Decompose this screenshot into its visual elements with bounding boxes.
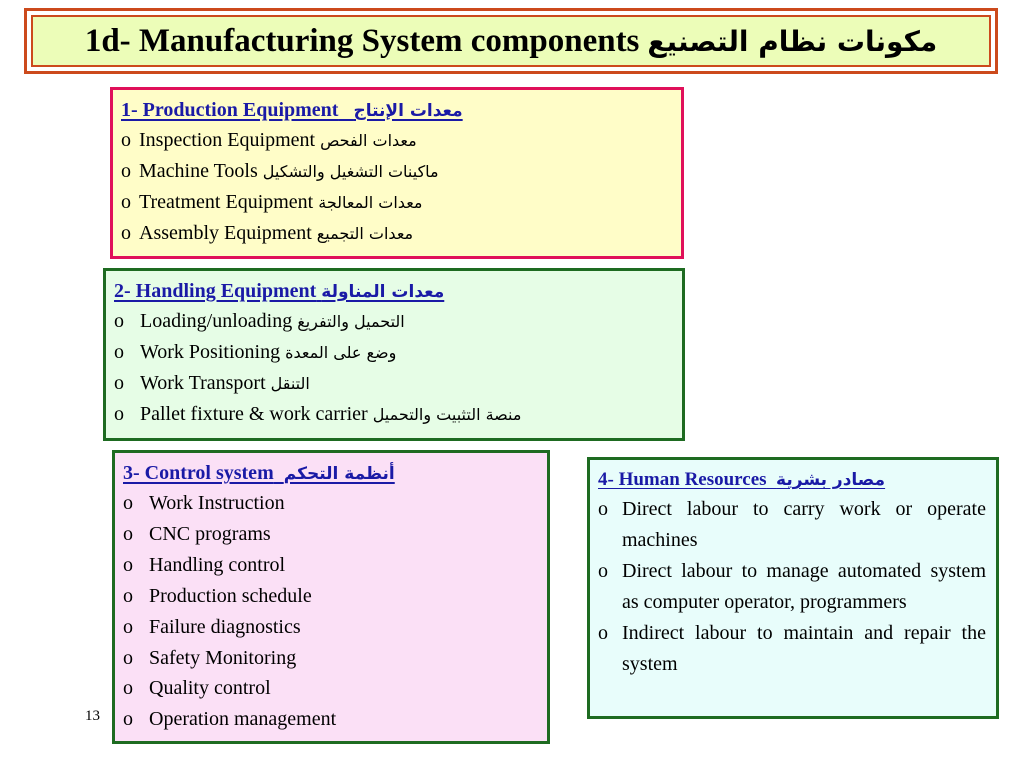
list-item — [123, 704, 539, 735]
list-item — [121, 187, 673, 218]
item-ar: معدات التجميع — [316, 224, 414, 243]
control-heading-en: 3- Control system — [123, 462, 274, 484]
title-arabic: مكونات نظام التصنيع — [647, 24, 938, 58]
human-heading — [598, 466, 986, 494]
production-heading — [121, 96, 673, 125]
item-text: Failure diagnostics — [149, 615, 301, 638]
bullet: o — [114, 310, 124, 332]
item-text: Direct labour to carry work or operate machines — [622, 498, 986, 551]
list-item — [123, 581, 539, 612]
list-item — [114, 306, 674, 337]
bullet: o — [121, 160, 131, 182]
item-ar: وضع على المعدة — [285, 343, 397, 362]
item-text: Operation management — [149, 708, 337, 731]
title-english: 1d- Manufacturing System components — [84, 22, 640, 59]
list-item — [123, 488, 539, 519]
bullet: o — [121, 129, 131, 151]
bullet: o — [114, 372, 124, 394]
item-ar: معدات الفحص — [320, 131, 417, 150]
bullet: o — [123, 492, 133, 514]
handling-equipment-panel — [103, 268, 685, 441]
item-en: Work Positioning — [140, 341, 281, 363]
bullet: o — [121, 222, 131, 244]
bullet: o — [123, 584, 133, 607]
human-resources-panel — [587, 457, 999, 719]
item-text: Production schedule — [149, 584, 312, 607]
list-item — [598, 556, 986, 618]
bullet: o — [598, 498, 608, 520]
item-text: CNC programs — [149, 522, 271, 545]
item-ar: التحميل والتفريغ — [297, 312, 405, 331]
bullet: o — [123, 708, 133, 731]
bullet: o — [123, 615, 133, 638]
item-ar: معدات المعالجة — [318, 193, 423, 212]
list-item — [121, 125, 673, 156]
item-text: Indirect labour to maintain and repair the system — [622, 622, 986, 675]
list-item — [123, 612, 539, 643]
human-heading-en: 4- Human Resources — [598, 469, 767, 490]
production-heading-ar: معدات الإنتاج — [353, 101, 463, 121]
item-ar: ماكينات التشغيل والتشكيل — [262, 162, 439, 181]
item-text: Direct labour to manage automated system as computer operator, programmers — [622, 560, 986, 613]
control-heading-ar: أنظمة التحكم — [283, 464, 395, 484]
title-inner — [31, 15, 991, 67]
page-number: 13 — [85, 708, 100, 724]
item-en: Assembly Equipment — [139, 222, 312, 244]
human-heading-ar: مصادر بشرية — [776, 470, 886, 490]
list-item — [123, 519, 539, 550]
handling-heading — [114, 277, 674, 306]
list-item — [114, 368, 674, 399]
list-item — [123, 643, 539, 674]
item-en: Work Transport — [140, 372, 266, 394]
bullet: o — [123, 522, 133, 545]
handling-heading-en: 2- Handling Equipment — [114, 280, 317, 302]
title-banner — [24, 8, 998, 74]
bullet: o — [114, 341, 124, 363]
control-system-panel — [112, 450, 550, 744]
bullet: o — [598, 622, 608, 644]
bullet: o — [114, 403, 124, 425]
item-en: Loading/unloading — [140, 310, 293, 332]
item-text: Handling control — [149, 553, 286, 576]
handling-heading-ar: معدات المناولة — [321, 282, 445, 302]
bullet: o — [123, 677, 133, 700]
item-text: Work Instruction — [149, 492, 285, 514]
item-ar: منصة التثبيت والتحميل — [372, 405, 522, 424]
bullet: o — [123, 553, 133, 576]
bullet: o — [121, 191, 131, 213]
item-en: Machine Tools — [139, 160, 258, 182]
list-item — [121, 156, 673, 187]
list-item — [598, 494, 986, 556]
bullet: o — [123, 646, 133, 669]
production-heading-en: 1- Production Equipment — [121, 99, 339, 121]
list-item — [598, 618, 986, 680]
list-item — [114, 337, 674, 368]
production-equipment-panel — [110, 87, 684, 259]
list-item — [121, 218, 673, 249]
bullet: o — [598, 560, 608, 582]
item-en: Treatment Equipment — [139, 191, 314, 213]
item-en: Inspection Equipment — [139, 129, 316, 151]
item-ar: التنقل — [270, 374, 310, 393]
list-item — [114, 399, 674, 430]
item-text: Quality control — [149, 677, 271, 700]
item-en: Pallet fixture & work carrier — [140, 403, 368, 425]
list-item — [123, 673, 539, 704]
item-text: Safety Monitoring — [149, 646, 297, 669]
list-item — [123, 550, 539, 581]
control-heading — [123, 459, 539, 488]
